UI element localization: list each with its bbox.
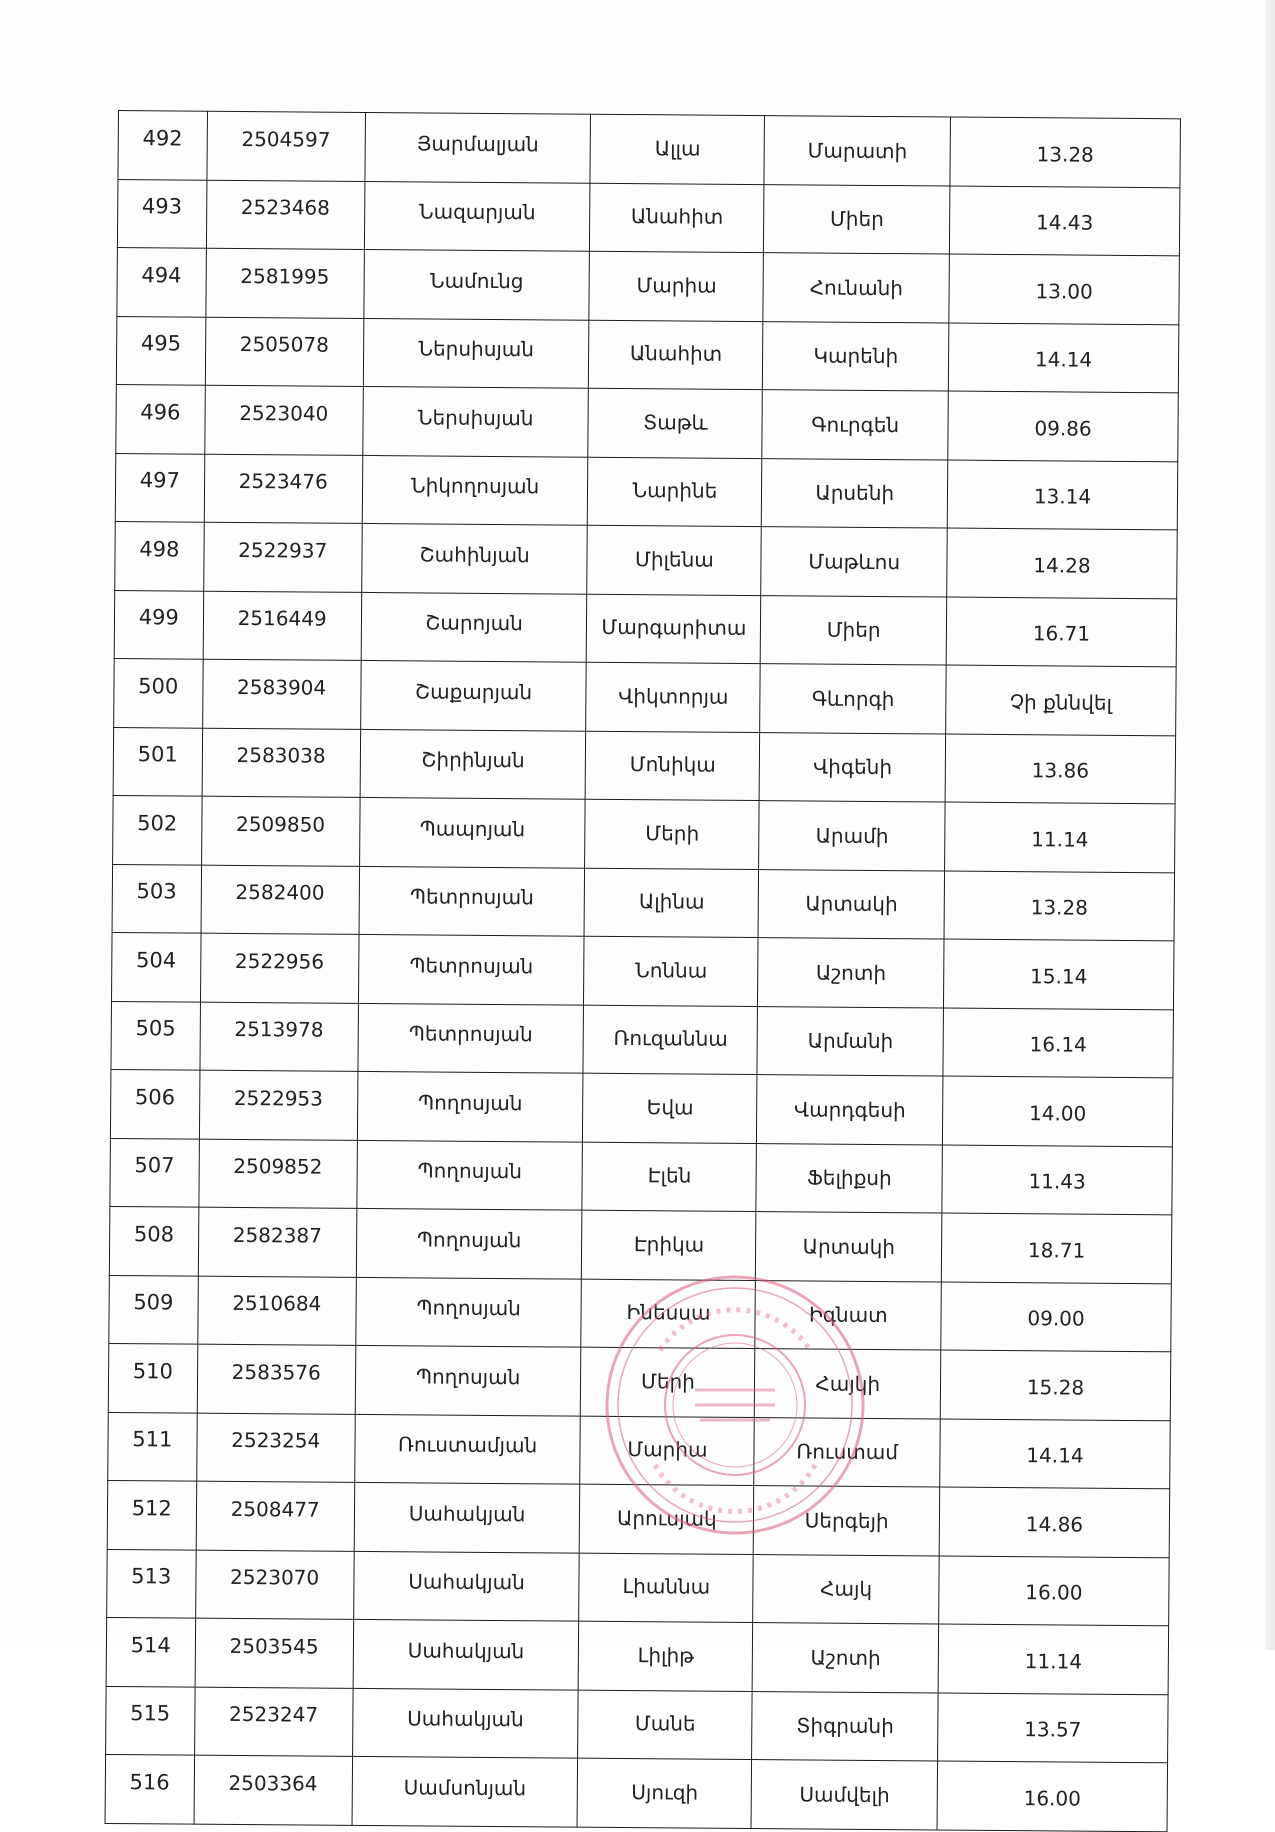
row-number: 495 xyxy=(116,316,205,385)
table-row xyxy=(111,1001,1174,1078)
applicant-id: 2523254 xyxy=(196,1413,355,1483)
score: 13.14 xyxy=(947,460,1177,530)
applicant-id: 2523040 xyxy=(204,385,363,455)
first-name: Արուսյակ xyxy=(580,1484,755,1554)
results-table-body xyxy=(105,111,1180,1832)
father-name: Սերգեյի xyxy=(754,1486,940,1556)
last-name: Սամսոնյան xyxy=(352,1756,578,1826)
father-name: Աշոտի xyxy=(753,1623,939,1693)
row-number: 505 xyxy=(111,1001,200,1070)
row-number: 498 xyxy=(115,521,204,590)
table-row xyxy=(108,1412,1171,1489)
table-row xyxy=(115,453,1178,530)
father-name: Կարենի xyxy=(763,321,949,391)
table-row xyxy=(116,316,1179,393)
father-name: Արսենի xyxy=(762,458,948,528)
row-number: 499 xyxy=(114,590,203,659)
applicant-id: 2523247 xyxy=(194,1687,353,1757)
score: 11.43 xyxy=(942,1145,1172,1215)
first-name: Լիաննա xyxy=(579,1553,754,1623)
last-name: Սահակյան xyxy=(354,1482,580,1552)
row-number: 516 xyxy=(105,1754,194,1823)
row-number: 492 xyxy=(118,111,207,180)
last-name: Սահակյան xyxy=(353,1619,579,1689)
score: 13.28 xyxy=(950,117,1180,187)
last-name: Պողոսյան xyxy=(357,1140,583,1210)
score: 16.00 xyxy=(939,1555,1169,1625)
last-name: Յարմալյան xyxy=(365,112,591,182)
table-row xyxy=(112,932,1175,1009)
first-name: Եվա xyxy=(583,1073,758,1143)
score: 18.71 xyxy=(941,1213,1171,1283)
row-number: 503 xyxy=(112,864,201,933)
first-name: Նարինե xyxy=(588,457,763,527)
first-name: Անահիտ xyxy=(589,320,764,390)
last-name: Պողոսյան xyxy=(355,1345,581,1415)
last-name: Շարոյան xyxy=(361,592,587,662)
row-number: 512 xyxy=(107,1480,196,1549)
score: 14.14 xyxy=(948,323,1178,393)
first-name: Մոնիկա xyxy=(586,731,761,801)
results-table xyxy=(105,110,1181,1832)
row-number: 502 xyxy=(113,795,202,864)
applicant-id: 2583904 xyxy=(202,659,361,729)
applicant-id: 2522953 xyxy=(199,1070,358,1140)
father-name: Գուրգեն xyxy=(762,390,948,460)
row-number: 508 xyxy=(109,1206,198,1275)
applicant-id: 2523070 xyxy=(195,1550,354,1620)
first-name: Ալինա xyxy=(584,868,759,938)
applicant-id: 2523468 xyxy=(206,180,365,250)
first-name: Մանե xyxy=(578,1690,753,1760)
table-row xyxy=(118,111,1181,188)
father-name: Վիգենի xyxy=(760,732,946,802)
score: 14.00 xyxy=(942,1076,1172,1146)
score: 11.14 xyxy=(938,1624,1168,1694)
last-name: Պողոսյան xyxy=(356,1277,582,1347)
first-name: Տաթև xyxy=(588,388,763,458)
first-name: Անահիտ xyxy=(590,183,765,253)
last-name: Սահակյան xyxy=(352,1688,578,1758)
first-name: Մերի xyxy=(581,1347,756,1417)
table-row xyxy=(107,1480,1170,1557)
first-name: Էրիկա xyxy=(582,1210,757,1280)
father-name: Վարդգեսի xyxy=(757,1075,943,1145)
row-number: 509 xyxy=(109,1275,198,1344)
applicant-id: 2513978 xyxy=(200,1002,359,1072)
score: 15.14 xyxy=(944,939,1174,1009)
table-row xyxy=(109,1275,1172,1352)
first-name: Մարիա xyxy=(580,1416,755,1486)
father-name: Հայկի xyxy=(755,1349,941,1419)
father-name: Մաթևոս xyxy=(761,527,947,597)
last-name: Ռուստամյան xyxy=(354,1414,580,1484)
first-name: Մարգարիտա xyxy=(587,594,762,664)
score: 14.14 xyxy=(940,1418,1170,1488)
row-number: 504 xyxy=(112,932,201,1001)
table-row xyxy=(106,1617,1169,1694)
first-name: Էլեն xyxy=(582,1142,757,1212)
last-name: Նիկողոսյան xyxy=(362,455,588,525)
father-name: Հունանի xyxy=(763,253,949,323)
father-name: Ռուստամ xyxy=(754,1417,940,1487)
table-row xyxy=(112,864,1175,941)
father-name: Տիգրանի xyxy=(752,1691,938,1761)
score: 09.86 xyxy=(948,391,1178,461)
father-name: Մարատի xyxy=(764,116,950,186)
row-number: 514 xyxy=(106,1617,195,1686)
score: 13.57 xyxy=(938,1692,1168,1762)
applicant-id: 2582387 xyxy=(198,1207,357,1277)
applicant-id: 2522937 xyxy=(203,522,362,592)
first-name: Լիլիթ xyxy=(579,1621,754,1691)
last-name: Պապոյան xyxy=(359,797,585,867)
row-number: 507 xyxy=(110,1138,199,1207)
score: 13.28 xyxy=(944,871,1174,941)
last-name: Պողոսյան xyxy=(356,1208,582,1278)
score: 16.14 xyxy=(943,1008,1173,1078)
table-row xyxy=(115,521,1178,598)
row-number: 511 xyxy=(108,1412,197,1481)
father-name: Աշոտի xyxy=(758,938,944,1008)
score: 16.00 xyxy=(937,1761,1167,1831)
last-name: Պետրոսյան xyxy=(358,934,584,1004)
applicant-id: 2581995 xyxy=(205,248,364,318)
father-name: Միեր xyxy=(761,595,947,665)
table-row xyxy=(116,384,1179,461)
applicant-id: 2583038 xyxy=(202,728,361,798)
table-row xyxy=(113,727,1176,804)
first-name: Ինեսսա xyxy=(581,1279,756,1349)
table-row xyxy=(113,795,1176,872)
applicant-id: 2509850 xyxy=(201,796,360,866)
applicant-id: 2503545 xyxy=(195,1618,354,1688)
father-name: Արտակի xyxy=(756,1212,942,1282)
applicant-id: 2523476 xyxy=(204,454,363,524)
row-number: 513 xyxy=(107,1549,196,1618)
applicant-id: 2508477 xyxy=(196,1481,355,1551)
applicant-id: 2510684 xyxy=(197,1276,356,1346)
last-name: Սահակյան xyxy=(353,1551,579,1621)
table-row xyxy=(117,247,1180,324)
score: 14.86 xyxy=(939,1487,1169,1557)
score: 13.86 xyxy=(945,734,1175,804)
father-name: Ֆելիքսի xyxy=(756,1143,942,1213)
last-name: Շաքարյան xyxy=(360,660,586,730)
father-name: Արամի xyxy=(759,801,945,871)
last-name: Ներսիսյան xyxy=(363,318,589,388)
applicant-id: 2582400 xyxy=(201,865,360,935)
row-number: 506 xyxy=(110,1069,199,1138)
table-row xyxy=(109,1206,1172,1283)
page-edge-shadow xyxy=(1265,0,1275,1650)
row-number: 494 xyxy=(117,247,206,316)
first-name: Մերի xyxy=(585,799,760,869)
score: 16.71 xyxy=(946,597,1176,667)
row-number: 501 xyxy=(113,727,202,796)
score: 14.43 xyxy=(949,186,1179,256)
last-name: Շիրինյան xyxy=(360,729,586,799)
score: 09.00 xyxy=(941,1282,1171,1352)
last-name: Նազարյան xyxy=(364,181,590,251)
row-number: 497 xyxy=(115,453,204,522)
applicant-id: 2583576 xyxy=(197,1344,356,1414)
applicant-id: 2522956 xyxy=(200,933,359,1003)
applicant-id: 2503364 xyxy=(194,1755,353,1825)
table-row xyxy=(106,1686,1169,1763)
last-name: Պողոսյան xyxy=(357,1071,583,1141)
first-name: Սյուզի xyxy=(577,1758,752,1828)
table-row xyxy=(110,1138,1173,1215)
father-name: Սամվելի xyxy=(751,1760,937,1830)
applicant-id: 2504597 xyxy=(207,111,366,181)
last-name: Պետրոսյան xyxy=(359,866,585,936)
applicant-id: 2505078 xyxy=(205,317,364,387)
score: 13.00 xyxy=(949,254,1179,324)
score: Չի քննվել xyxy=(946,665,1176,735)
score: 15.28 xyxy=(940,1350,1170,1420)
father-name: Արմանի xyxy=(757,1006,943,1076)
table-row xyxy=(107,1549,1170,1626)
first-name: Ռուզաննա xyxy=(583,1005,758,1075)
father-name: Արտակի xyxy=(758,869,944,939)
last-name: Պետրոսյան xyxy=(358,1003,584,1073)
last-name: Շահինյան xyxy=(361,523,587,593)
first-name: Ալլա xyxy=(590,114,765,184)
applicant-id: 2509852 xyxy=(198,1139,357,1209)
table-row xyxy=(117,179,1180,256)
table-row xyxy=(110,1069,1173,1146)
last-name: Ներսիսյան xyxy=(363,386,589,456)
row-number: 515 xyxy=(106,1686,195,1755)
row-number: 496 xyxy=(116,384,205,453)
table-row xyxy=(105,1754,1168,1831)
last-name: Նամունց xyxy=(364,249,590,319)
row-number: 500 xyxy=(114,658,203,727)
applicant-id: 2516449 xyxy=(203,591,362,661)
score: 11.14 xyxy=(945,802,1175,872)
row-number: 510 xyxy=(108,1343,197,1412)
father-name: Հայկ xyxy=(753,1554,939,1624)
first-name: Վիկտորյա xyxy=(586,662,761,732)
table-row xyxy=(114,658,1177,735)
first-name: Նոննա xyxy=(584,936,759,1006)
first-name: Մարիա xyxy=(589,251,764,321)
table-row xyxy=(108,1343,1171,1420)
father-name: Գևորգի xyxy=(760,664,946,734)
table-row xyxy=(114,590,1177,667)
score: 14.28 xyxy=(947,528,1177,598)
father-name: Իգնատ xyxy=(755,1280,941,1350)
first-name: Միլենա xyxy=(587,525,762,595)
father-name: Միեր xyxy=(764,184,950,254)
row-number: 493 xyxy=(117,179,206,248)
